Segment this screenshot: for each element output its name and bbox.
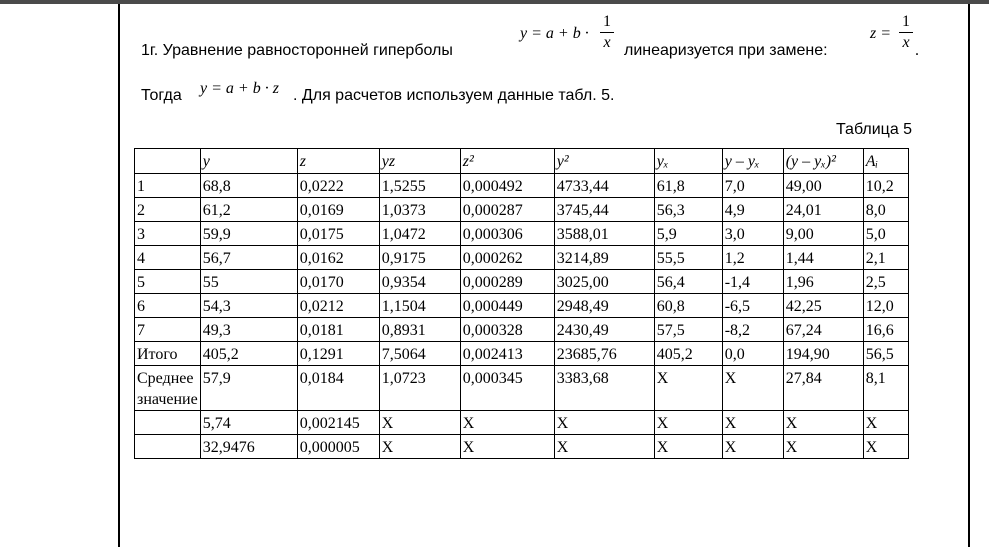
table-cell: X [722, 411, 783, 435]
table-cell: 42,25 [783, 294, 863, 318]
table-row [135, 318, 909, 342]
table-cell: X [379, 411, 460, 435]
hyperbola-formula: y = a + b · [520, 25, 589, 42]
table-cell: 5,74 [200, 411, 297, 435]
row-label-mean: Среднее значение [135, 366, 201, 411]
top-border [0, 0, 989, 4]
table-cell: 57,9 [200, 366, 297, 411]
hyperbola-fraction-numerator: 1 [603, 13, 611, 30]
table-cell: 0,9175 [379, 246, 460, 270]
table-cell: 3214,89 [554, 246, 654, 270]
linear-formula: y = a + b · z [200, 80, 279, 97]
table-cell: 5 [135, 270, 201, 294]
table-cell: X [863, 411, 908, 435]
table-cell: 6 [135, 294, 201, 318]
table-cell: 0,000492 [460, 174, 554, 198]
table-cell: 27,84 [783, 366, 863, 411]
table-cell: 3745,44 [554, 198, 654, 222]
intro-line2-suffix: . Для расчетов используем данные табл. 5. [293, 87, 615, 104]
table-cell [135, 411, 201, 435]
fraction-bar [600, 32, 614, 33]
header-cell: (y – yₓ)² [783, 149, 863, 174]
header-cell: y² [554, 149, 654, 174]
table-cell: X [722, 435, 783, 459]
header-cell: yₓ [654, 149, 722, 174]
table-row [135, 294, 909, 318]
table-row-mean [135, 366, 909, 411]
table-cell: 3588,01 [554, 222, 654, 246]
table-cell: X [654, 366, 722, 411]
data-table [134, 148, 909, 459]
table-cell: 0,0170 [297, 270, 379, 294]
header-cell: y – yₓ [722, 149, 783, 174]
table-cell: 0,0169 [297, 198, 379, 222]
table-cell: 4 [135, 246, 201, 270]
table-cell: 49,00 [783, 174, 863, 198]
row-label-total: Итого [135, 342, 201, 366]
table-cell: 54,3 [200, 294, 297, 318]
intro-line1-text: 1г. Уравнение равносторонней гиперболы [141, 42, 453, 59]
header-cell: yz [379, 149, 460, 174]
table-cell: 0,000345 [460, 366, 554, 411]
table-cell: X [460, 411, 554, 435]
table-row-std [135, 411, 909, 435]
table-cell: 0,000287 [460, 198, 554, 222]
table-cell [135, 435, 201, 459]
table-cell: 56,4 [654, 270, 722, 294]
table-cell: 57,5 [654, 318, 722, 342]
table-cell: 0,8931 [379, 318, 460, 342]
table-cell: 0,000262 [460, 246, 554, 270]
table-cell: 68,8 [200, 174, 297, 198]
table-cell: 59,9 [200, 222, 297, 246]
table-cell: X [722, 366, 783, 411]
table-cell: 2430,49 [554, 318, 654, 342]
table-cell: 0,000306 [460, 222, 554, 246]
table-cell: 3383,68 [554, 366, 654, 411]
table-cell: 5,9 [654, 222, 722, 246]
fraction-bar [899, 32, 913, 33]
table-cell: 0,0184 [297, 366, 379, 411]
table-cell: 0,002145 [297, 411, 379, 435]
table-cell: 1,2 [722, 246, 783, 270]
table-cell: 2 [135, 198, 201, 222]
table-row [135, 222, 909, 246]
intro-line2-prefix: Тогда [141, 87, 182, 104]
table-cell: 67,24 [783, 318, 863, 342]
table-cell: X [783, 435, 863, 459]
table-cell: X [863, 435, 908, 459]
table-cell: 0,1291 [297, 342, 379, 366]
table-cell: 49,3 [200, 318, 297, 342]
table-cell: 7,0 [722, 174, 783, 198]
header-cell: z [297, 149, 379, 174]
table-header-row [135, 149, 909, 174]
page-left-border [118, 4, 120, 547]
table-cell: 3,0 [722, 222, 783, 246]
table-cell: X [460, 435, 554, 459]
table-cell: 0,0181 [297, 318, 379, 342]
table-cell: 3 [135, 222, 201, 246]
table-row [135, 246, 909, 270]
table-cell: 23685,76 [554, 342, 654, 366]
table-cell: 56,5 [863, 342, 908, 366]
substitution-fraction-numerator: 1 [902, 13, 910, 30]
substitution-period: . [915, 42, 919, 59]
table-cell: -6,5 [722, 294, 783, 318]
table-caption: Таблица 5 [836, 121, 913, 138]
table-cell: 2,5 [863, 270, 908, 294]
table-row [135, 198, 909, 222]
table-cell: 61,8 [654, 174, 722, 198]
table-cell: 8,0 [863, 198, 908, 222]
table-row-variance [135, 435, 909, 459]
page-right-border [968, 4, 970, 547]
table-cell: 55,5 [654, 246, 722, 270]
table-cell: 4,9 [722, 198, 783, 222]
table-cell: 2,1 [863, 246, 908, 270]
table-cell: 194,90 [783, 342, 863, 366]
table-cell: 0,0 [722, 342, 783, 366]
table-cell: 0,000289 [460, 270, 554, 294]
table-cell: X [783, 411, 863, 435]
table-cell: -1,4 [722, 270, 783, 294]
table-cell: 0,0212 [297, 294, 379, 318]
table-cell: X [654, 435, 722, 459]
table-cell: 56,7 [200, 246, 297, 270]
table-cell: 55 [200, 270, 297, 294]
table-cell: 405,2 [200, 342, 297, 366]
table-cell: 2948,49 [554, 294, 654, 318]
table-cell: 7 [135, 318, 201, 342]
table-cell: 1,1504 [379, 294, 460, 318]
table-cell: 0,9354 [379, 270, 460, 294]
table-cell: 0,0175 [297, 222, 379, 246]
header-cell: z² [460, 149, 554, 174]
header-cell: y [200, 149, 297, 174]
table-cell: 1,0373 [379, 198, 460, 222]
table-cell: 0,002413 [460, 342, 554, 366]
table-cell: 10,2 [863, 174, 908, 198]
table-cell: -8,2 [722, 318, 783, 342]
header-cell [135, 149, 201, 174]
table-cell: 61,2 [200, 198, 297, 222]
table-cell: 1 [135, 174, 201, 198]
table-cell: 60,8 [654, 294, 722, 318]
table-cell: 0,000328 [460, 318, 554, 342]
table-cell: 16,6 [863, 318, 908, 342]
table-cell: 32,9476 [200, 435, 297, 459]
table-cell: 1,44 [783, 246, 863, 270]
table-cell: 3025,00 [554, 270, 654, 294]
table-row-total [135, 342, 909, 366]
table-cell: 7,5064 [379, 342, 460, 366]
table-cell: 0,0222 [297, 174, 379, 198]
table-cell: X [554, 435, 654, 459]
table-row [135, 270, 909, 294]
table-cell: 0,000005 [297, 435, 379, 459]
table-cell: 1,96 [783, 270, 863, 294]
substitution-formula: z = [870, 25, 892, 42]
table-cell: 12,0 [863, 294, 908, 318]
hyperbola-fraction-denominator: x [603, 34, 611, 51]
substitution-fraction [899, 13, 913, 52]
table-cell: 24,01 [783, 198, 863, 222]
table-cell: X [379, 435, 460, 459]
intro-line1-suffix: линеаризуется при замене: [624, 42, 828, 59]
table-row [135, 174, 909, 198]
table-cell: 1,5255 [379, 174, 460, 198]
table-cell: 405,2 [654, 342, 722, 366]
table-cell: 0,000449 [460, 294, 554, 318]
table-cell: 8,1 [863, 366, 908, 411]
table-cell: 56,3 [654, 198, 722, 222]
table-cell: X [554, 411, 654, 435]
table-cell: 5,0 [863, 222, 908, 246]
table-cell: 4733,44 [554, 174, 654, 198]
table-cell: 0,0162 [297, 246, 379, 270]
hyperbola-fraction [600, 13, 614, 52]
substitution-fraction-denominator: x [902, 34, 910, 51]
header-cell: Aᵢ [863, 149, 908, 174]
table-cell: 9,00 [783, 222, 863, 246]
table-cell: 1,0723 [379, 366, 460, 411]
table-cell: X [654, 411, 722, 435]
table-cell: 1,0472 [379, 222, 460, 246]
